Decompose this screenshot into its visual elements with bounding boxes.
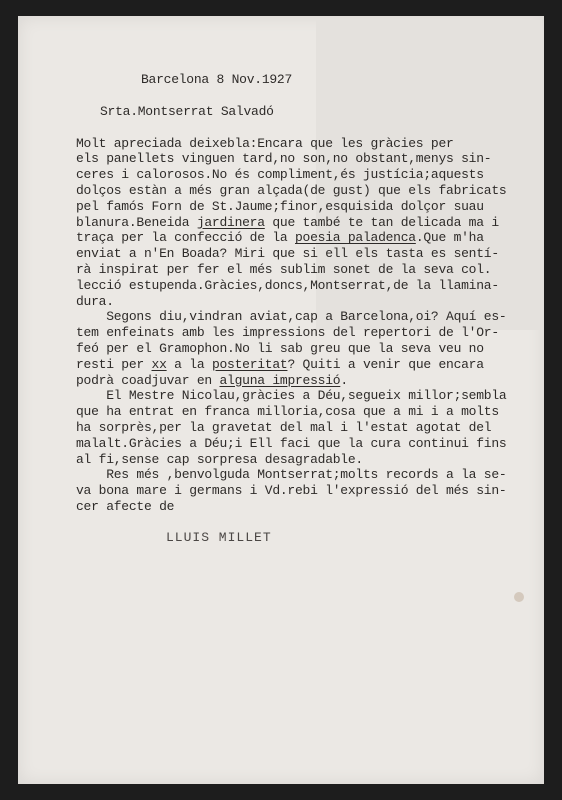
p3-line: El Mestre Nicolau,gràcies a Déu,segueix millor;sembla	[76, 388, 507, 404]
paragraph-3	[76, 388, 538, 467]
p1-line: ceres i calorosos.No és compliment,és justícia;aquests	[76, 167, 484, 183]
underlined-word: alguna impressió	[219, 372, 341, 388]
p1-line: Molt apreciada deixebla:Encara que les gràcies per	[76, 135, 454, 151]
underlined-word: xx	[151, 356, 167, 372]
p2-line: ? Quiti a venir que encara	[287, 356, 484, 372]
p1-line: enviat a n'En Boada? Miri que si ell els tasta es sentí-	[76, 246, 499, 262]
p1-line: lecció estupenda.Gràcies,doncs,Montserrat,de la llamina-	[76, 277, 499, 293]
paragraph-4	[76, 467, 538, 514]
underlined-word: posteritat	[211, 356, 288, 372]
p2-line: podrà coadjuvar en	[76, 372, 220, 388]
p4-line: cer afecte de	[76, 498, 175, 514]
paper-stain	[514, 592, 524, 602]
p1-line: dolços estàn a més gran alçada(de gust) que els fabricats	[76, 182, 507, 198]
p1-line: els panellets vinguen tard,no son,no obstant,menys sin-	[76, 151, 492, 167]
p3-line: ha sorprès,per la gravetat del mal i l'estat agotat del	[76, 419, 492, 435]
letter-body	[76, 72, 538, 546]
p2-line: resti per	[76, 356, 152, 372]
p1-line: pel famós Forn de St.Jaume;finor,esquisida dolçor suau	[76, 198, 484, 214]
p2-line: a la	[166, 356, 212, 372]
p1-line: dura.	[76, 293, 114, 309]
paragraph-1	[76, 136, 538, 310]
p3-line: que ha entrat en franca milloria,cosa que a mi i a molts	[76, 404, 499, 420]
paragraph-2	[76, 309, 538, 388]
p1-line: traça per la confecció de la	[76, 230, 295, 246]
underlined-word: poesia paladenca	[295, 230, 416, 246]
letter-sheet	[18, 16, 544, 784]
p2-line: Segons diu,vindran aviat,cap a Barcelona,oi? Aquí es-	[76, 309, 507, 325]
p2-line: tem enfeinats amb les impressions del repertori de l'Or-	[76, 325, 499, 341]
signature: LLUIS MILLET	[166, 529, 272, 545]
p3-line: malalt.Gràcies a Déu;i Ell faci que la cura continui fins	[76, 435, 507, 451]
p2-line: feó per el Gramophon.No li sab greu que la seva veu no	[76, 340, 484, 356]
letter-recipient: Srta.Montserrat Salvadó	[100, 103, 274, 119]
p2-line: .	[340, 372, 348, 388]
letter-date: Barcelona 8 Nov.1927	[141, 72, 293, 87]
p1-line: rà inspirat per fer el més sublim sonet de la seva col.	[76, 261, 492, 277]
p4-line: va bona mare i germans i Vd.rebi l'expressió del més sin-	[76, 483, 507, 499]
p4-line: Res més ,benvolguda Montserrat;molts records a la se-	[76, 467, 507, 483]
p1-line: blanura.Beneida	[76, 214, 197, 230]
p1-line: que també te tan delicada ma i	[264, 214, 499, 230]
p1-line: .Que m'ha	[415, 230, 484, 246]
p3-line: al fi,sense cap sorpresa desagradable.	[76, 451, 363, 467]
underlined-word: jardinera	[196, 214, 265, 230]
